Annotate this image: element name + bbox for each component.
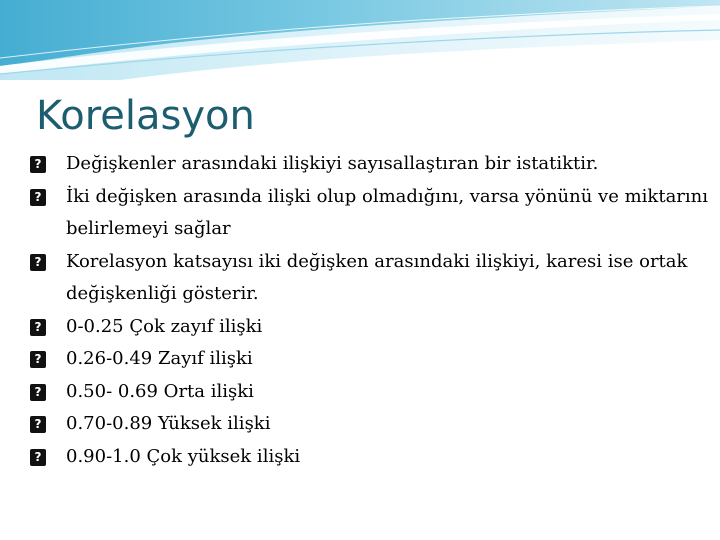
list-item — [30, 376, 710, 409]
list-item — [30, 343, 710, 376]
bullet-marker-icon — [30, 351, 46, 368]
bullet-marker-icon — [30, 254, 46, 271]
bullet-text: 0.50- 0.69 Orta ilişki — [66, 380, 254, 402]
bullet-text: İki değişken arasında ilişki olup olmadığını, varsa yönünü ve miktarını belirlemeyi sağlar — [66, 185, 709, 239]
bullet-marker-icon — [30, 319, 46, 336]
bullet-marker-icon — [30, 449, 46, 466]
bullet-text: Değişkenler arasındaki ilişkiyi sayısallaştıran bir istatiktir. — [66, 153, 599, 174]
bullet-list — [30, 148, 710, 473]
bullet-text: Korelasyon katsayısı iki değişken arasındaki ilişkiyi, karesi ise ortak değişkenliği gösterir. — [66, 250, 688, 304]
list-item — [30, 311, 710, 344]
bullet-marker-icon — [30, 189, 46, 206]
bullet-text: 0.70-0.89 Yüksek ilişki — [66, 413, 271, 434]
list-item — [30, 408, 710, 441]
bullet-text: 0.26-0.49 Zayıf ilişki — [66, 348, 253, 369]
slide-title: Korelasyon — [36, 93, 255, 139]
list-item — [30, 181, 710, 246]
bullet-marker-icon — [30, 156, 46, 173]
list-item — [30, 148, 710, 181]
bullet-marker-icon — [30, 384, 46, 401]
list-item — [30, 246, 710, 311]
header-wave-decoration — [0, 0, 720, 80]
bullet-marker-icon — [30, 416, 46, 433]
bullet-text: 0-0.25 Çok zayıf ilişki — [66, 315, 263, 337]
bullet-text: 0.90-1.0 Çok yüksek ilişki — [66, 445, 301, 467]
list-item — [30, 441, 710, 474]
